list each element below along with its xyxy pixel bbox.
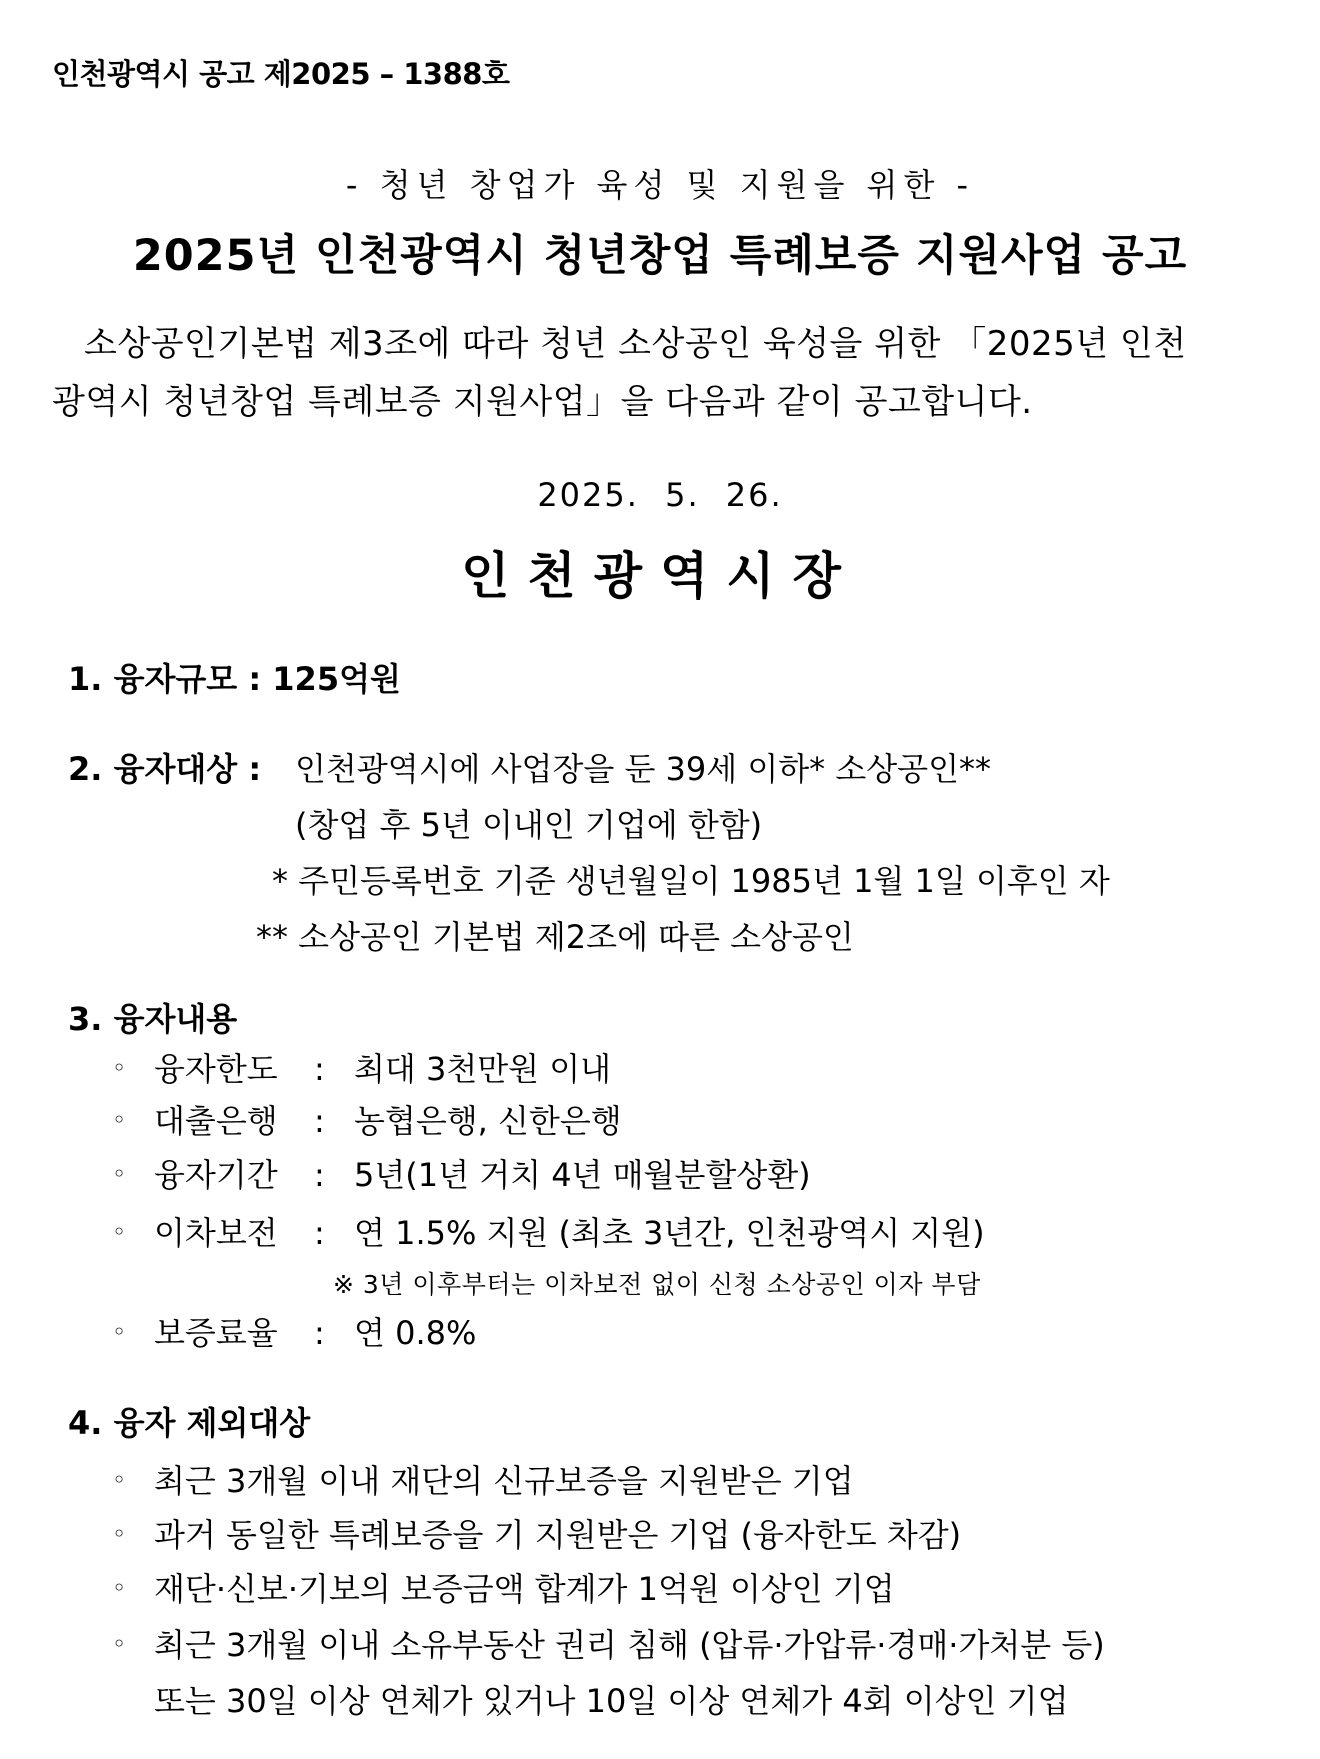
bullet-icon: ◦ xyxy=(112,1054,127,1082)
section-2-line-2: (창업 후 5년 이내인 기업에 한함) xyxy=(295,806,763,844)
item-label: 보증료율 xyxy=(154,1314,278,1352)
item-colon: : xyxy=(314,1314,325,1352)
exclusion-text: 재단·신보·기보의 보증금액 합계가 1억원 이상인 기업 xyxy=(154,1570,895,1608)
exclusion-text: 최근 3개월 이내 소유부동산 권리 침해 (압류·가압류·경매·가처분 등) xyxy=(154,1626,1105,1664)
exclusion-item xyxy=(112,1456,854,1502)
item-value: 5년(1년 거치 4년 매월분할상환) xyxy=(354,1156,811,1194)
section-1-heading: 1. 융자규모 : 125억원 xyxy=(68,660,401,698)
item-label: 이차보전 xyxy=(154,1214,278,1252)
bullet-icon: ◦ xyxy=(112,1318,127,1346)
page-title: 2025년 인천광역시 청년창업 특례보증 지원사업 공고 xyxy=(132,231,1188,281)
item-label: 융자한도 xyxy=(154,1050,278,1088)
exclusion-item xyxy=(112,1620,1105,1666)
item-colon: : xyxy=(314,1102,325,1140)
section-2-note-2: ** 소상공인 기본법 제2조에 따른 소상공인 xyxy=(256,918,854,956)
bullet-icon: ◦ xyxy=(112,1630,127,1658)
loan-item-interest xyxy=(112,1208,985,1254)
exclusion-text: 과거 동일한 특례보증을 기 지원받은 기업 (융자한도 차감) xyxy=(154,1516,962,1554)
interest-subnote: ※ 3년 이후부터는 이차보전 없이 신청 소상공인 이자 부담 xyxy=(333,1270,981,1299)
bullet-icon: ◦ xyxy=(112,1520,127,1548)
item-value: 농협은행, 신한은행 xyxy=(354,1102,622,1140)
section-2-value: 인천광역시에 사업장을 둔 39세 이하* 소상공인** xyxy=(295,750,991,788)
bullet-icon: ◦ xyxy=(112,1466,127,1494)
item-colon: : xyxy=(314,1050,325,1088)
exclusion-text: 최근 3개월 이내 재단의 신규보증을 지원받은 기업 xyxy=(154,1462,854,1500)
loan-item-period xyxy=(112,1150,811,1196)
exclusion-item xyxy=(112,1510,961,1556)
section-3-heading: 3. 융자내용 xyxy=(68,1000,238,1038)
item-value: 연 1.5% 지원 (최초 3년간, 인천광역시 지원) xyxy=(354,1214,985,1252)
loan-item-fee xyxy=(112,1308,476,1354)
issuer-name: 인천광역시장 xyxy=(461,547,859,605)
notice-number: 인천광역시 공고 제2025 – 1388호 xyxy=(52,57,510,91)
notice-date: 2025. 5. 26. xyxy=(537,476,783,514)
exclusion-text-continued: 또는 30일 이상 연체가 있거나 10일 이상 연체가 4회 이상인 기업 xyxy=(154,1682,1069,1720)
exclusion-item xyxy=(112,1564,895,1610)
loan-item-bank xyxy=(112,1096,622,1142)
item-label: 융자기간 xyxy=(154,1156,278,1194)
item-colon: : xyxy=(314,1214,325,1252)
intro-line-2: 광역시 청년창업 특례보증 지원사업」을 다음과 같이 공고합니다. xyxy=(52,382,1033,422)
item-value: 연 0.8% xyxy=(354,1314,477,1352)
item-value: 최대 3천만원 이내 xyxy=(354,1050,612,1088)
item-label: 대출은행 xyxy=(154,1102,278,1140)
section-2-note-1: * 주민등록번호 기준 생년월일이 1985년 1월 1일 이후인 자 xyxy=(272,862,1110,900)
bullet-icon: ◦ xyxy=(112,1160,127,1188)
subtitle: - 청년 창업가 육성 및 지원을 위한 - xyxy=(345,166,975,204)
bullet-icon: ◦ xyxy=(112,1218,127,1246)
bullet-icon: ◦ xyxy=(112,1574,127,1602)
bullet-icon: ◦ xyxy=(112,1106,127,1134)
section-4-heading: 4. 융자 제외대상 xyxy=(68,1404,311,1442)
loan-item-limit xyxy=(112,1044,611,1090)
section-2-heading: 2. 융자대상 : xyxy=(68,750,262,788)
intro-line-1: 소상공인기본법 제3조에 따라 청년 소상공인 육성을 위한 「2025년 인천 xyxy=(84,324,1187,364)
item-colon: : xyxy=(314,1156,325,1194)
